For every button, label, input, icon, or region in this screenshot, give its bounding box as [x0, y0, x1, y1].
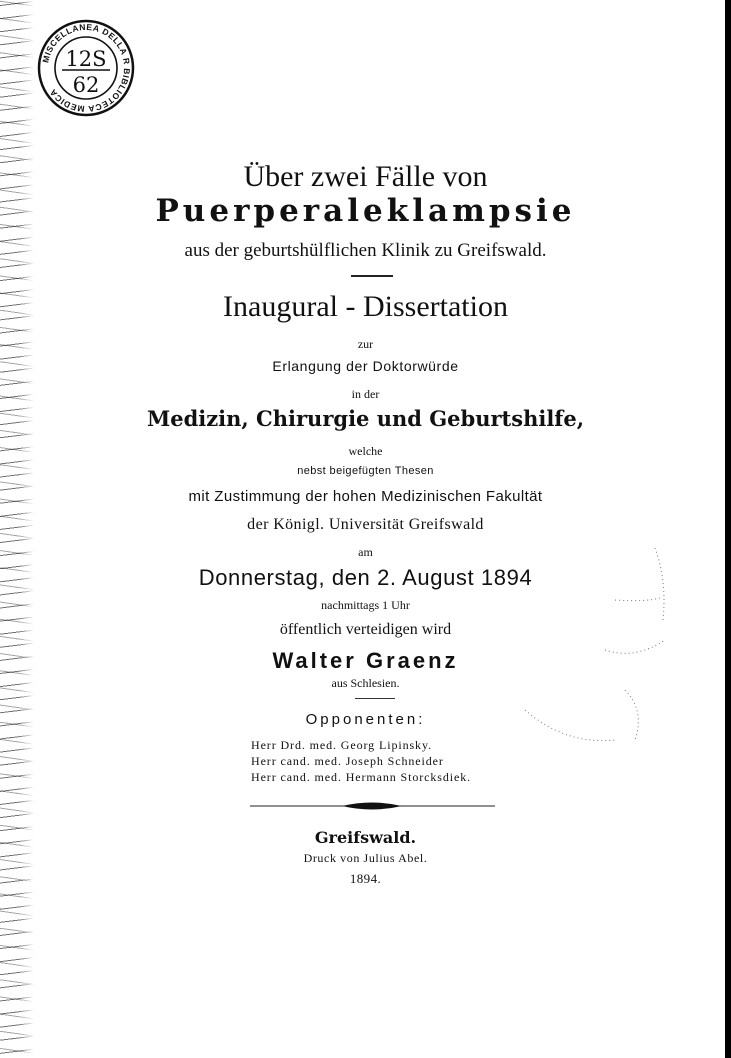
welche-text: welche	[348, 444, 383, 458]
stamp-number-top: 12S	[65, 47, 107, 71]
imprint-year: 1894.	[349, 871, 382, 886]
title-divider	[351, 275, 393, 277]
defense-date: Donnerstag, den 2. August 1894	[198, 565, 533, 590]
opponents-heading: Opponenten:	[305, 711, 426, 728]
opponent-item: Herr cand. med. Joseph Schneider	[251, 754, 444, 768]
defend-text: öffentlich verteidigen wird	[279, 621, 452, 638]
bleed-through-marks	[495, 540, 675, 760]
stamp-ring-text: MISCELLANEA DELLA R BIBLIOTECA MEDICA	[40, 21, 133, 115]
author-divider	[355, 698, 395, 699]
zur-text: zur	[357, 337, 374, 351]
zustimmung-text: mit Zustimmung der hohen Medizinischen Fakultät	[188, 488, 543, 505]
imprint-printer: Druck von Julius Abel.	[303, 851, 428, 865]
nebst-text: nebst beigefügten Thesen	[297, 465, 434, 477]
imprint-city: Greifswald.	[314, 828, 417, 847]
title-line-1: Über zwei Fälle von	[243, 160, 488, 193]
library-stamp	[36, 18, 136, 118]
in-der-text: in der	[351, 387, 380, 401]
university-text: der Königl. Universität Greifswald	[247, 516, 484, 533]
faculty-fields: Medizin, Chirurgie und Geburtshilfe,	[146, 406, 585, 431]
dissertation-heading: Inaugural - Dissertation	[223, 290, 508, 323]
author-name: Walter Graenz	[272, 648, 459, 673]
ornamental-rule	[250, 800, 495, 812]
main-title: Puerperaleklampsie	[155, 193, 576, 229]
defense-time: nachmittags 1 Uhr	[321, 598, 410, 612]
erlangung-text: Erlangung der Doktorwürde	[272, 358, 459, 374]
stamp-number-bottom: 62	[72, 73, 100, 97]
opponent-item: Herr cand. med. Hermann Storcksdiek.	[251, 770, 472, 784]
am-text: am	[358, 545, 373, 559]
title-subline: aus der geburtshülflichen Klinik zu Greifswald.	[184, 240, 547, 261]
author-origin: aus Schlesien.	[331, 676, 400, 690]
opponent-item: Herr Drd. med. Georg Lipinsky.	[251, 738, 432, 752]
